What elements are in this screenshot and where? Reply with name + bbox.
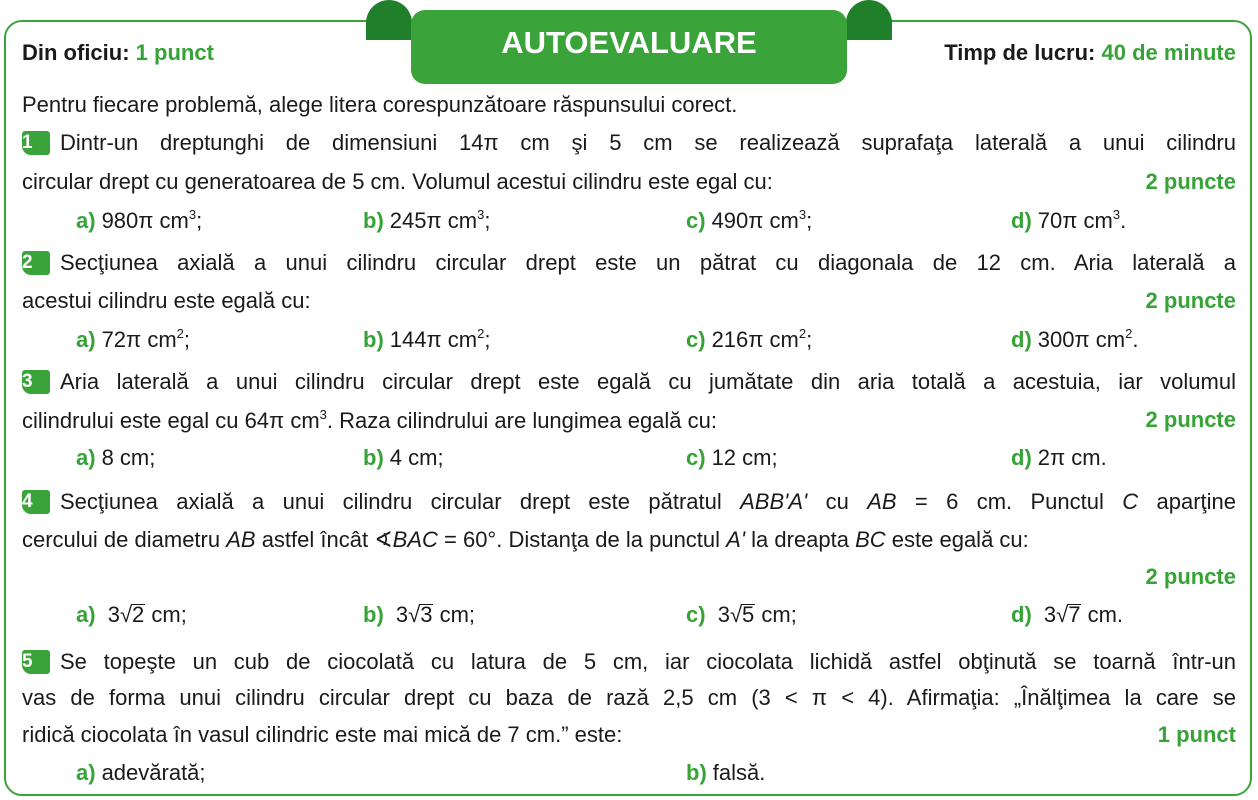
problem-4-number: 4 [22,490,50,514]
page-title: AUTOEVALUARE [411,10,847,84]
problem-2-option-a: a) 72π $cm^2$; [76,326,191,352]
problem-4-line-2: cercului de diametru AB astfel încât ∢BAC = 60°. Distanţa de la punctul A' la dreapta BC este egală cu: [22,527,1029,552]
problem-2-line-2: acestui cilindru este egală cu: [22,288,311,313]
problem-3-line-1: 3 Aria laterală a unui cilindru circular drept este egală cu jumătate din aria totală a acestuia, iar volumul [22,369,1236,394]
problem-4-option-b: b) 3√3 cm; [363,602,476,627]
problem-3-option-b: b) 4 cm; [363,445,444,470]
problem-4-option-c: c) 3√5 cm; [686,602,797,627]
problem-3-line-2: cilindrului este egal cu 64π $cm^3$. Raza cilindrului are lungimea egală cu: [22,407,717,433]
instructions: Pentru fiecare problemă, alege litera corespunzătoare răspunsului corect. [22,92,738,117]
problem-1-points: 2 puncte [1145,169,1236,194]
problem-5-points: 1 punct [1157,722,1236,747]
problem-4-option-d: d) 3√7 cm. [1011,602,1124,627]
problem-3-option-c: c) 12 cm; [686,445,778,470]
problem-5-line-1: 5 Se topeşte un cub de ciocolată cu latura de 5 cm, iar ciocolata lichidă astfel obţinută se toarnă într-un [22,649,1236,674]
timp-info [944,40,1236,66]
problem-1-option-b: b) 245π $cm^3$; [363,207,491,233]
problem-2-number: 2 [22,251,50,275]
title-tab-right-bump [846,0,892,40]
problem-1-option-a: a) 980π $cm^3$; [76,207,203,233]
problem-5-line-3: ridică ciocolata în vasul cilindric este mai mică de 7 cm.” este: [22,722,623,747]
problem-4-points: 2 puncte [1145,564,1236,589]
problem-2-line-1: 2 Secţiunea axială a unui cilindru circular drept este un pătrat cu diagonala de 12 cm. Aria laterală a [22,250,1236,275]
problem-3-option-d: d) 2π cm. [1011,445,1107,470]
problem-2-option-c: c) 216π $cm^2$; [686,326,813,352]
oficiu-value: 1 punct [135,40,214,65]
problem-2-points: 2 puncte [1145,288,1236,313]
problem-2-option-d: d) 300π $cm^2$. [1011,326,1139,352]
problem-4-line-1: 4 Secţiunea axială a unui cilindru circular drept este pătratul ABB'A' cu AB = 6 cm. Punctul C aparţine [22,489,1237,514]
problem-4-option-a: a) 3√2 cm; [76,602,187,627]
problem-1-option-d: d) 70π $cm^3$. [1011,207,1127,233]
timp-value: 40 de minute [1101,40,1236,65]
problem-5-number: 5 [22,650,50,674]
problem-3-number: 3 [22,370,50,394]
problem-5-option-a: a) adevărată; [76,760,206,785]
oficiu-label: Din oficiu: [22,40,130,65]
problem-1-option-c: c) 490π $cm^3$; [686,207,813,233]
problem-3-option-a: a) 8 cm; [76,445,156,470]
problem-3-points: 2 puncte [1145,407,1236,432]
problem-1-line-2: circular drept cu generatoarea de 5 cm. Volumul acestui cilindru este egal cu: [22,169,773,194]
problem-1-number: 1 [22,131,50,155]
problem-1-line-1: 1 Dintr-un dreptunghi de dimensiuni 14π cm şi 5 cm se realizează suprafaţa laterală a unui cilindru [22,130,1236,155]
timp-label: Timp de lucru: [944,40,1096,65]
problem-5-line-2: vas de forma unui cilindru circular drept cu baza de rază 2,5 cm (3 < π < 4). Afirmaţia: „Înălţimea la care se [22,685,1236,710]
oficiu-info [22,40,214,66]
problem-5-option-b: b) falsă. [686,760,766,785]
problem-2-option-b: b) 144π $cm^2$; [363,326,491,352]
title-tab-left-bump [366,0,412,40]
